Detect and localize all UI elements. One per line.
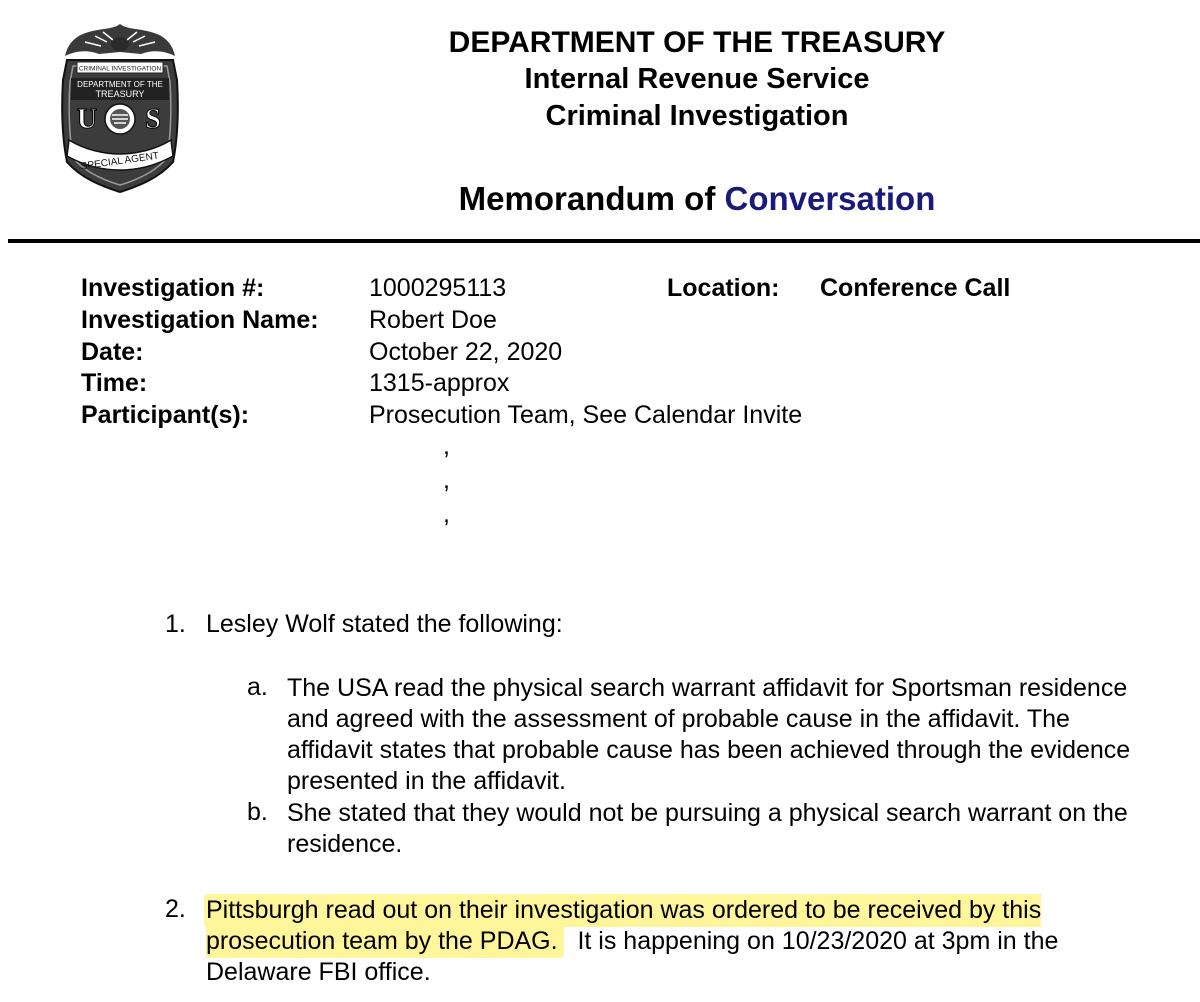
redacted-participant-2: , bbox=[443, 466, 450, 494]
date-label: Date: bbox=[81, 338, 144, 366]
agency-heading: Internal Revenue Service bbox=[524, 63, 870, 95]
item-text: Lesley Wolf stated the following: bbox=[206, 610, 563, 638]
svg-text:CRIMINAL INVESTIGATION: CRIMINAL INVESTIGATION bbox=[78, 65, 162, 73]
investigation-number-value: 1000295113 bbox=[369, 274, 507, 302]
subitem-text: She stated that they would not be pursuing a physical search warrant on the residence. bbox=[287, 799, 1128, 858]
item-text bbox=[206, 895, 1156, 988]
subitem-letter: b. bbox=[247, 798, 268, 826]
subitem-text: The USA read the physical search warrant affidavit for Sportsman residence and agreed with the assessment of probable cause in the affidavit. The affidavit states that probable cause has been achieved through the evidence presented in the affidavit. bbox=[287, 674, 1131, 795]
investigation-number-label: Investigation #: bbox=[81, 274, 265, 302]
svg-text:S: S bbox=[145, 104, 161, 135]
time-value: 1315-approx bbox=[369, 369, 510, 397]
header-divider bbox=[8, 239, 1200, 243]
investigation-name-label: Investigation Name: bbox=[81, 306, 319, 334]
svg-text:SPECIAL AGENT: SPECIAL AGENT bbox=[80, 150, 160, 173]
subitem-letter: a. bbox=[247, 673, 268, 701]
svg-text:DEPARTMENT OF THE: DEPARTMENT OF THE bbox=[77, 80, 163, 89]
svg-text:U: U bbox=[76, 104, 98, 135]
svg-text:TREASURY: TREASURY bbox=[95, 89, 145, 99]
division-heading: Criminal Investigation bbox=[545, 100, 849, 132]
location-label: Location: bbox=[667, 274, 780, 302]
item-text-after: It is happening on 10/23/2020 at 3pm in the Delaware FBI office. bbox=[206, 927, 1059, 986]
item-number: 2. bbox=[165, 895, 186, 923]
department-heading: DEPARTMENT OF THE TREASURY bbox=[448, 26, 946, 59]
participants-value: Prosecution Team, See Calendar Invite bbox=[369, 401, 803, 429]
location-value: Conference Call bbox=[820, 274, 1011, 302]
participants-label: Participant(s): bbox=[81, 401, 250, 429]
item-number: 1. bbox=[165, 610, 186, 638]
time-label: Time: bbox=[81, 369, 148, 397]
date-value: October 22, 2020 bbox=[369, 338, 563, 366]
investigation-name-value: Robert Doe bbox=[369, 306, 497, 334]
redacted-participant-1: , bbox=[443, 432, 450, 460]
redacted-participant-3: , bbox=[443, 500, 450, 528]
memo-title bbox=[0, 180, 1200, 218]
highlighted-text: Pittsburgh read out on their investigation was ordered to be received by this prosecution team by the PDAG. bbox=[204, 894, 1041, 958]
memo-title-part2: Conversation bbox=[724, 180, 936, 217]
memo-title-part1: Memorandum of bbox=[458, 180, 716, 217]
